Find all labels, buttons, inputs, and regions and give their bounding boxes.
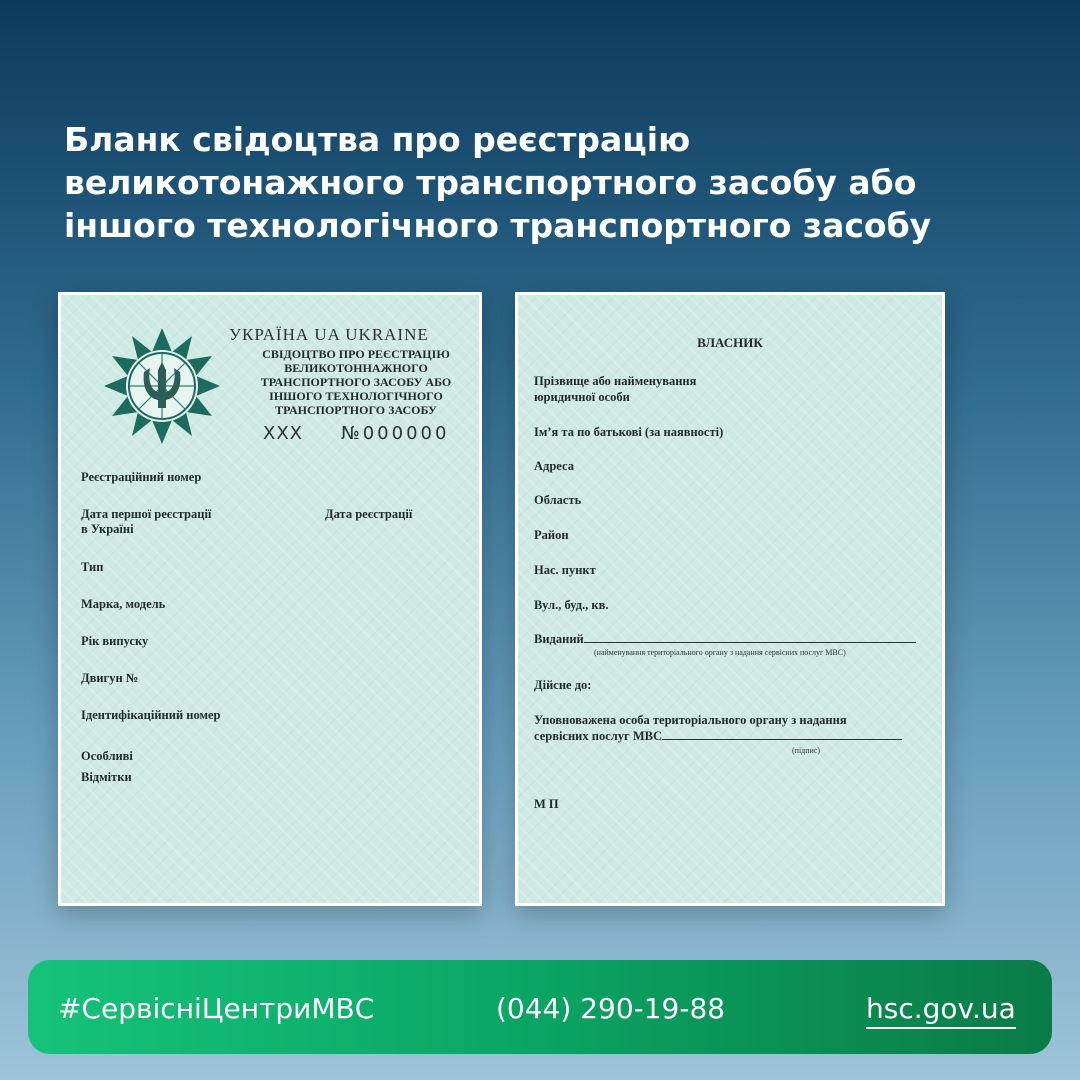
region-label: Область	[534, 493, 582, 507]
website-link[interactable]: hsc.gov.ua	[866, 992, 1016, 1029]
reg-number-label: Реєстраційний номер	[81, 470, 202, 484]
owner-heading: ВЛАСНИК	[697, 335, 763, 350]
title-line-1: Бланк свідоцтва про реєстрацію	[64, 120, 691, 159]
serial-number: №000000	[341, 423, 450, 444]
address-label: Адреса	[534, 459, 574, 473]
first-reg-label-1: Дата першої реєстрації	[81, 507, 212, 521]
doc-title-line: ТРАНСПОРТНОГО ЗАСОБУ АБО	[260, 375, 452, 389]
hashtag-link[interactable]: #СервісніЦентриМВС	[58, 992, 375, 1025]
series-code: XXX	[263, 423, 303, 444]
authorized-row	[534, 729, 902, 744]
name-label: Ім’я та по батькові (за наявності)	[534, 425, 724, 439]
certificate-front	[58, 292, 482, 906]
authorized-label-2: сервісних послуг МВС	[534, 729, 662, 743]
country-header: УКРАЇНА UA UKRAINE	[229, 325, 429, 344]
issued-hint: (найменування територіального органу з надання сервісних послуг МВС)	[594, 648, 846, 657]
doc-title-line: СВІДОЦТВО ПРО РЕЄСТРАЦІЮ	[262, 347, 450, 361]
document-title	[241, 347, 471, 417]
doc-title-line: ТРАНСПОРТНОГО ЗАСОБУ	[275, 403, 437, 417]
issued-label: Виданий	[534, 632, 584, 646]
make-model-label: Марка, модель	[81, 597, 166, 611]
street-label: Вул., буд., кв.	[534, 598, 609, 612]
title-line-3: іншого технологічного транспортного засобу	[64, 206, 932, 245]
settlement-label: Нас. пункт	[534, 563, 596, 577]
engine-label: Двигун №	[81, 671, 139, 685]
trident-emblem-icon	[101, 325, 223, 447]
notes-label-2: Відмітки	[81, 770, 132, 784]
notes-label-1: Особливі	[81, 749, 133, 763]
phone-link[interactable]: (044) 290-19-88	[496, 992, 726, 1025]
issued-line	[584, 642, 916, 643]
authorized-label-1: Уповноважена особа територіального органу з надання	[534, 713, 847, 727]
district-label: Район	[534, 528, 569, 542]
doc-title-line: ВЕЛИКОТОННАЖНОГО	[284, 361, 428, 375]
doc-title-line: ІНШОГО ТЕХНОЛОГІЧНОГО	[269, 389, 443, 403]
reg-date-label: Дата реєстрації	[325, 507, 413, 521]
signature-hint: (підпис)	[792, 746, 821, 755]
year-label: Рік випуску	[81, 634, 149, 648]
title-line-2: великотонажного транспортного засобу або	[64, 163, 917, 202]
certificate-back	[515, 292, 945, 906]
page-title	[64, 118, 1024, 247]
seal-label: М П	[534, 797, 559, 811]
first-reg-label-2: в Україні	[81, 522, 134, 536]
surname-label-1: Прізвище або найменування	[534, 374, 697, 388]
type-label: Тип	[81, 560, 104, 574]
issued-row	[534, 632, 916, 647]
signature-line	[662, 739, 902, 740]
vin-label: Ідентифікаційний номер	[81, 708, 221, 722]
footer-bar	[28, 960, 1052, 1054]
valid-until-label: Дійсне до:	[534, 678, 592, 692]
surname-label-2: юридичної особи	[534, 390, 630, 404]
